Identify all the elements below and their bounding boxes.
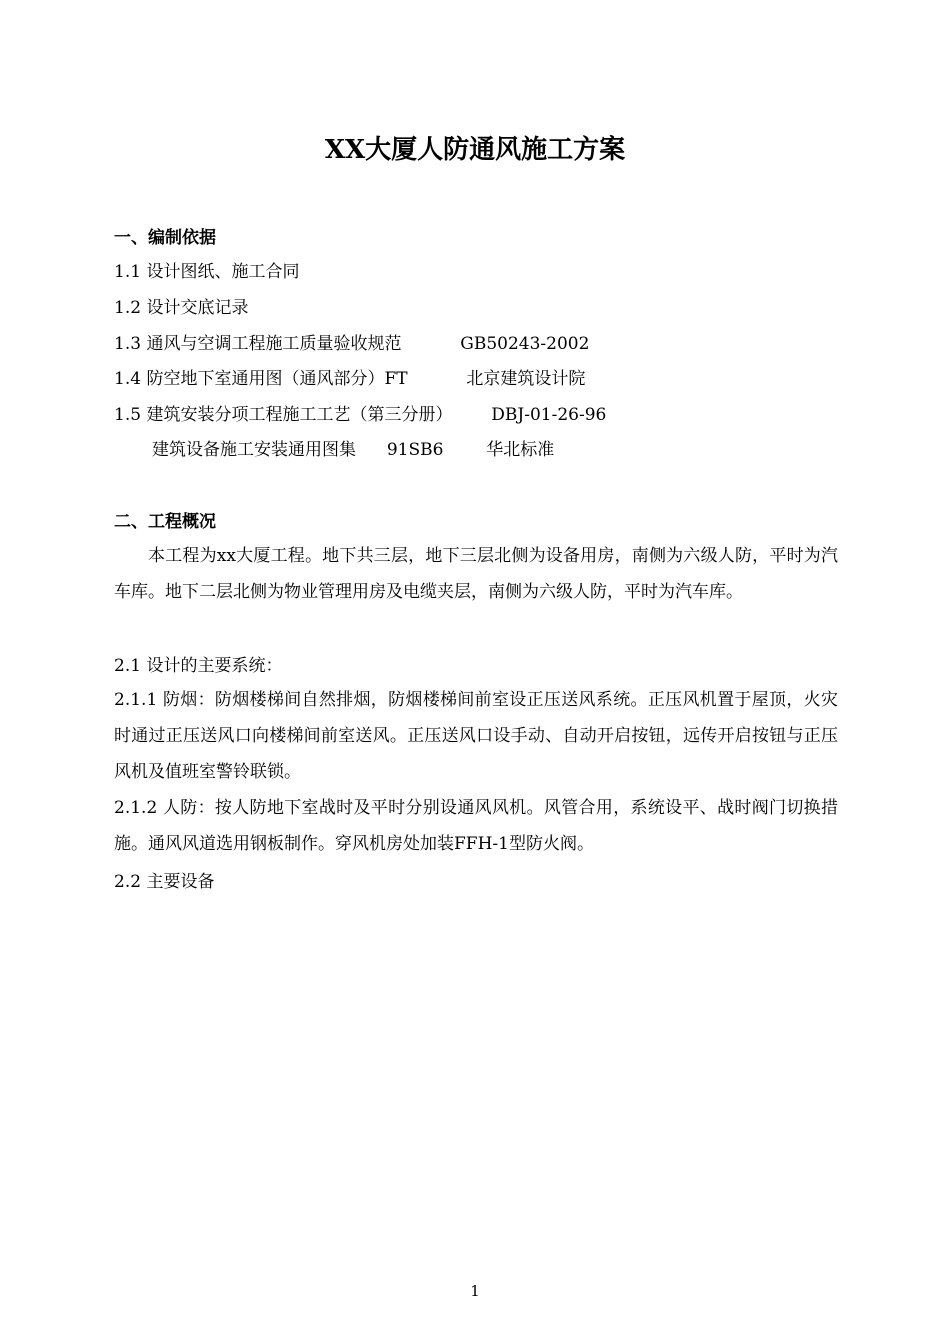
basis-item-4-text: 1.4 防空地下室通用图（通风部分）FT [114,369,408,389]
basis-item-3-text: 1.3 通风与空调工程施工质量验收规范 [114,334,402,354]
main-equipment-heading: 2.2 主要设备 [114,872,215,892]
basis-item-6-text: 建筑设备施工安装通用图集 [152,440,356,460]
page-number: 1 [470,1282,480,1300]
overview-paragraph: 本工程为xx大厦工程。地下共三层，地下三层北侧为设备用房，南侧为六级人防，平时为汽车库。地下二层北侧为物业管理用房及电缆夹层，南侧为六级人防，平时为汽车库。 [114,546,838,602]
basis-item-4-source: 北京建筑设计院 [466,369,586,389]
basis-item-6-code: 91SB6 [386,440,444,460]
basis-item-6-extra: 华北标准 [486,440,555,460]
basis-item-4 [114,367,585,391]
basis-item-3-code: GB50243-2002 [460,334,590,354]
civil-defense-paragraph: 2.1.2 人防：按人防地下室战时及平时分别设通风风机。风管合用，系统设平、战时阀门切换措施。通风风道选用钢板制作。穿风机房处加装FFH-1型防火阀。 [114,798,838,854]
smoke-control-paragraph: 2.1.1 防烟：防烟楼梯间自然排烟，防烟楼梯间前室设正压送风系统。正压风机置于屋顶，火灾时通过正压送风口向楼梯间前室送风。正压送风口设手动、自动开启按钮，远传开启按钮与正压风机及值班室警铃联锁。 [114,690,838,782]
section-heading-basis: 一、编制依据 [114,228,216,248]
basis-item-5 [114,403,606,427]
basis-item-1-text: 1.1 设计图纸、施工合同 [114,262,300,282]
basis-item-5-text: 1.5 建筑安装分项工程施工工艺（第三分册） [114,405,453,425]
section-heading-overview: 二、工程概况 [114,512,216,532]
basis-item-5-code: DBJ-01-26-96 [491,405,607,425]
basis-item-6 [152,438,554,462]
main-systems-heading: 2.1 设计的主要系统： [114,656,283,676]
basis-item-2-text: 1.2 设计交底记录 [114,298,249,318]
document-title: XX大厦人防通风施工方案 [324,135,626,165]
basis-item-3 [114,332,589,356]
basis-item-1 [114,260,299,284]
basis-item-2 [114,296,248,320]
